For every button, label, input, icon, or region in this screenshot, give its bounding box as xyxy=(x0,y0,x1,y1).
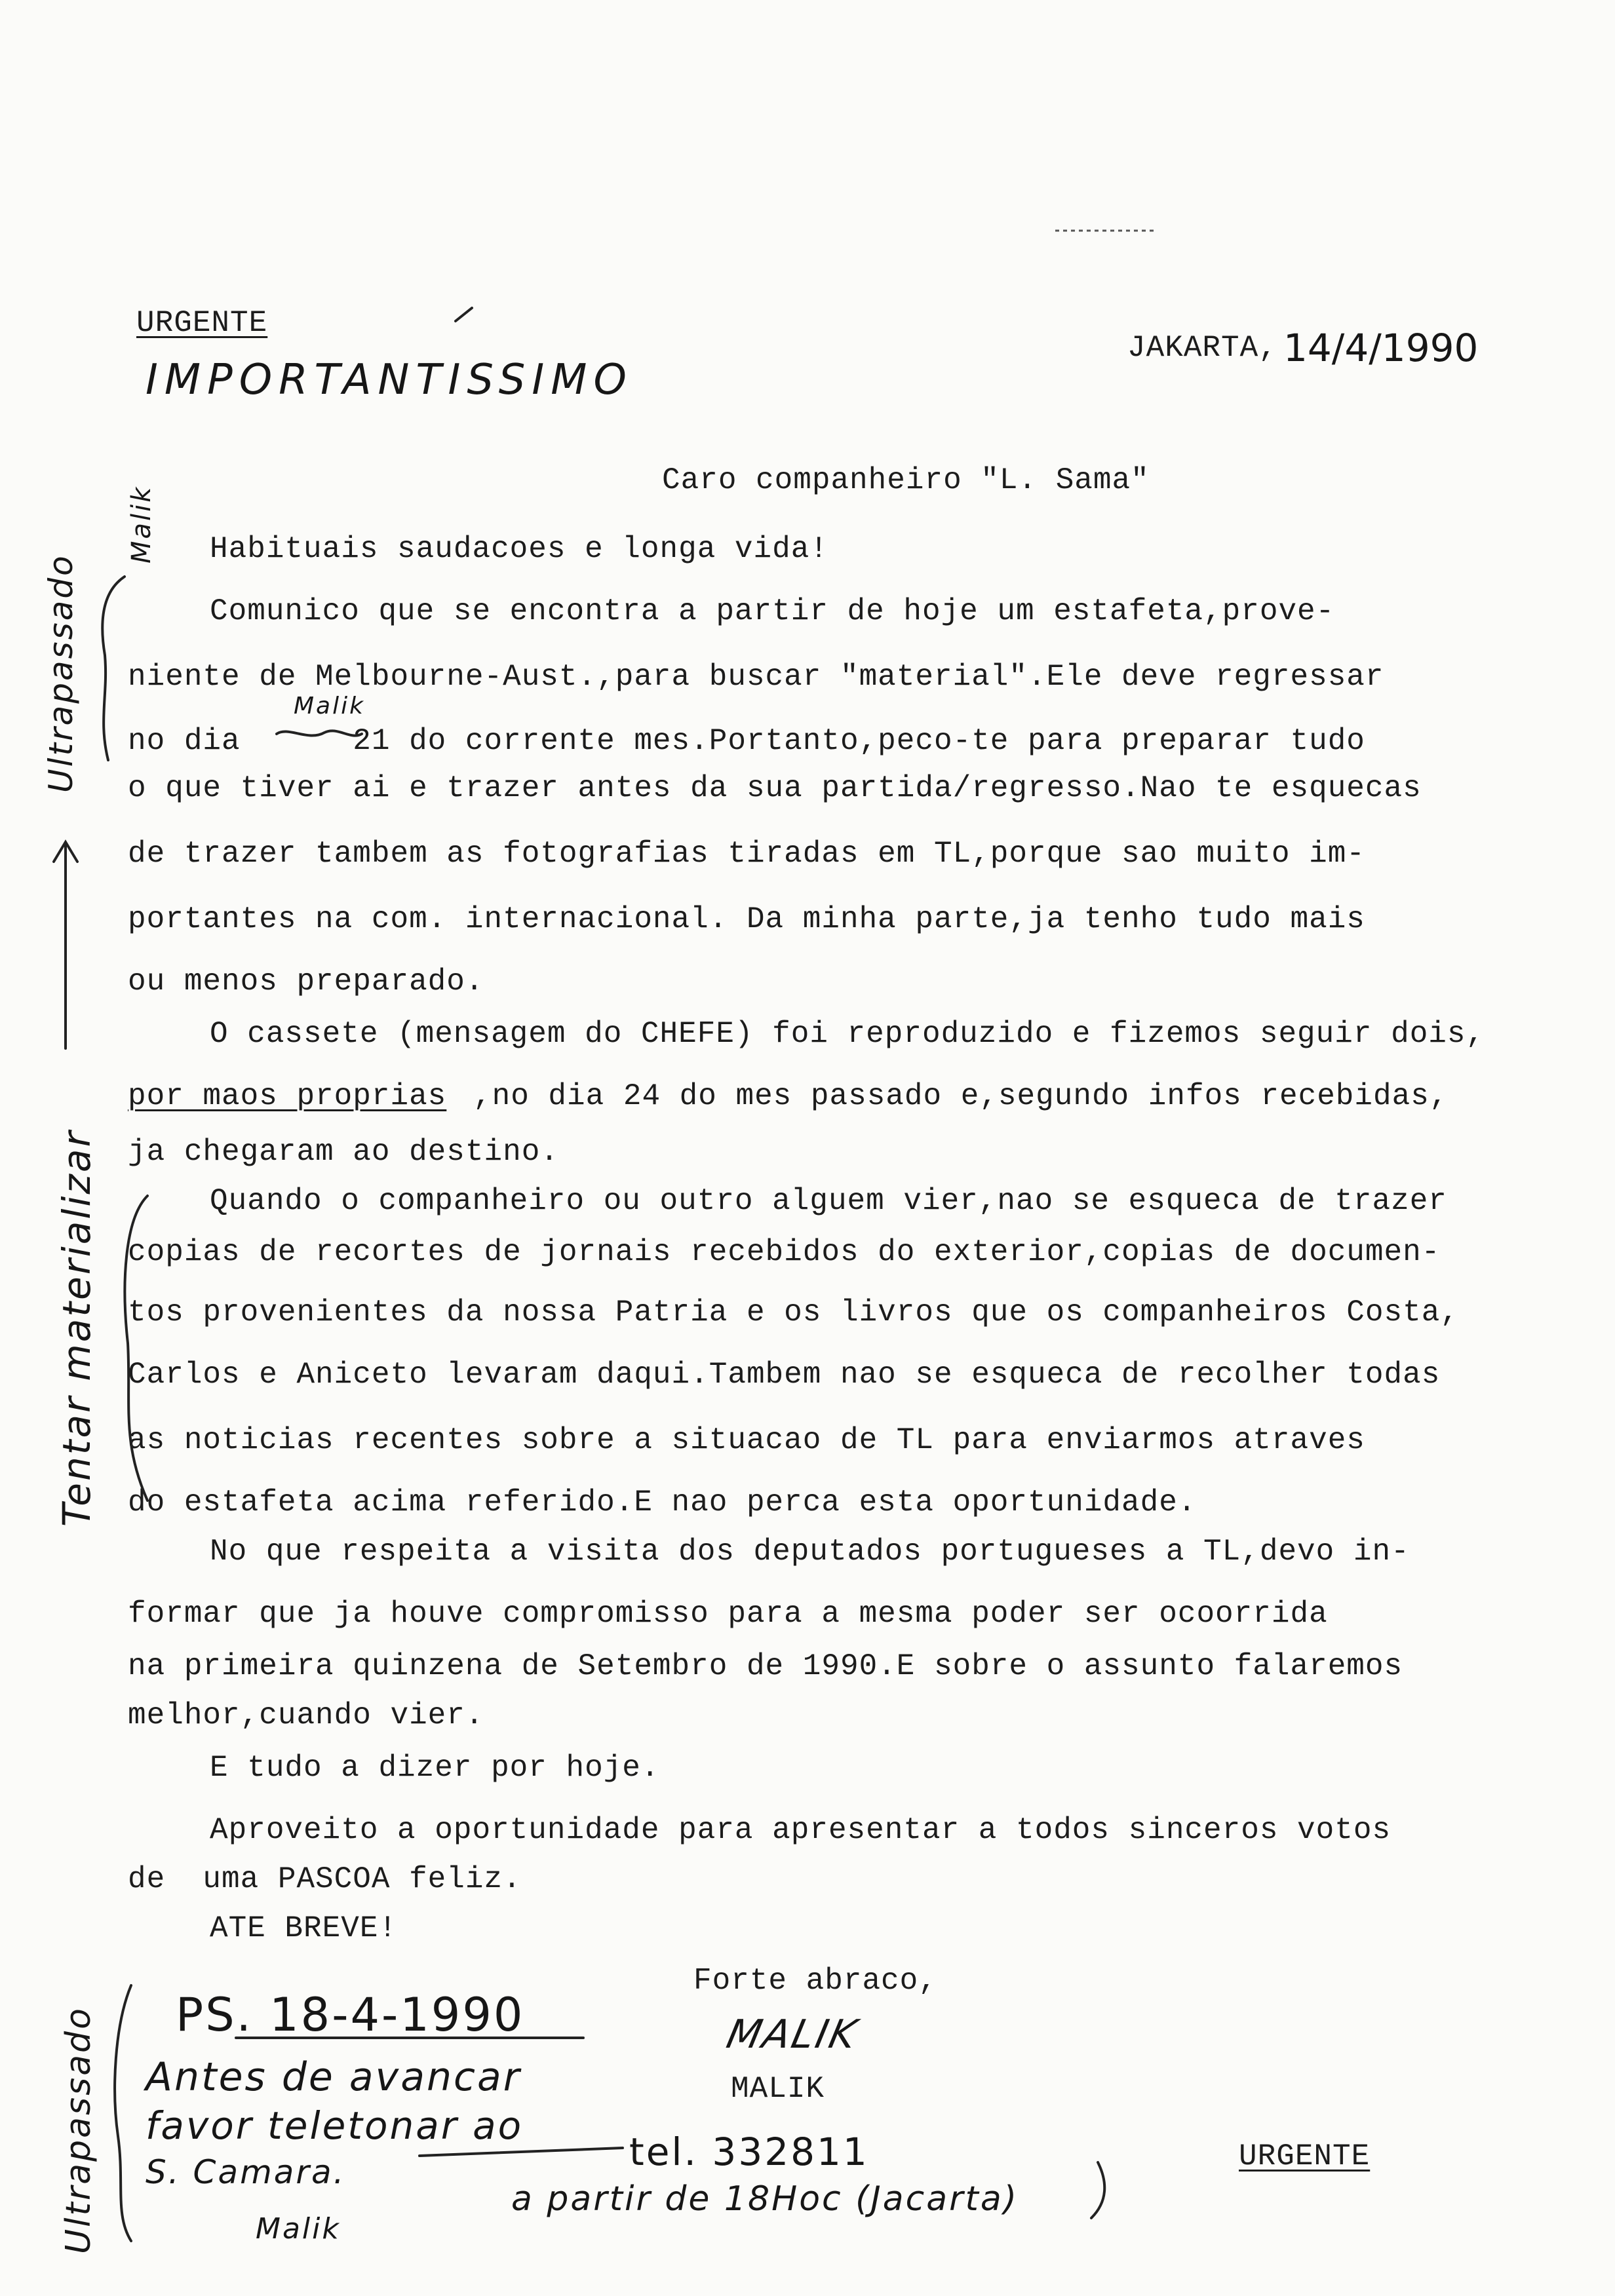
body-line: portantes na com. internacional. Da minha parte,ja tenho tudo mais xyxy=(128,902,1365,936)
margin-note-bottom: Ultrapassado xyxy=(59,2006,98,2254)
body-line: no dia 21 do corrente mes.Portanto,peco-te para preparar tudo xyxy=(128,724,1365,758)
urgent-label-top: URGENTE xyxy=(136,306,268,340)
postscript-line: S. Camara. xyxy=(146,2153,346,2191)
body-line: Carlos e Aniceto levaram daqui.Tambem nao se esqueca de recolher todas xyxy=(128,1358,1441,1392)
body-line: Quando o companheiro ou outro alguem vier,nao se esqueca de trazer xyxy=(210,1184,1447,1218)
body-line: na primeira quinzena de Setembro de 1990.E sobre o assunto falaremos xyxy=(128,1649,1403,1683)
body-line: melhor,cuando vier. xyxy=(128,1698,484,1732)
bracket-middle xyxy=(125,1196,147,1501)
postscript-label: PS. 18-4-1990 xyxy=(176,1988,525,2042)
importance-handwritten: IMPORTANTISSIMO xyxy=(146,356,633,404)
place-label: JAKARTA, xyxy=(1127,331,1277,365)
body-line: do estafeta acima referido.E nao perca esta oportunidade. xyxy=(128,1485,1197,1520)
inserted-name: Malik xyxy=(294,693,365,719)
postscript-phone: tel. 332811 xyxy=(629,2130,869,2174)
body-line: copias de recortes de jornais recebidos do exterior,copias de documen- xyxy=(128,1235,1441,1269)
body-line: tos provenientes da nossa Patria e os livros que os companheiros Costa, xyxy=(128,1295,1459,1330)
body-line: as noticias recentes sobre a situacao de TL para enviarmos atraves xyxy=(128,1423,1365,1457)
crossed-out-word xyxy=(277,731,362,735)
body-line: de trazer tambem as fotografias tiradas em TL,porque sao muito im- xyxy=(128,837,1365,871)
postscript-initials: Malik xyxy=(256,2212,341,2246)
arrow-line xyxy=(54,842,77,1048)
bracket-top xyxy=(102,577,125,760)
postscript-line: Antes de avancar xyxy=(146,2054,522,2100)
closing-salutation: Forte abraco, xyxy=(693,1964,937,1998)
margin-note-middle: Tentar materializar xyxy=(54,1129,99,1527)
header-accent-mark xyxy=(456,308,472,321)
postscript-line: favor teletonar ao xyxy=(146,2103,524,2148)
date-handwritten: 14/4/1990 xyxy=(1283,326,1479,370)
body-line: E tudo a dizer por hoje. xyxy=(210,1751,660,1785)
greeting: Caro companheiro "L. Sama" xyxy=(662,463,1150,497)
body-line: niente de Melbourne-Aust.,para buscar "material".Ele deve regressar xyxy=(128,660,1384,694)
body-line: Habituais saudacoes e longa vida! xyxy=(210,532,828,566)
body-line: Aproveito a oportunidade para apresentar a todos sinceros votos xyxy=(210,1813,1391,1847)
body-line: ATE BREVE! xyxy=(210,1911,398,1945)
margin-note-top: Ultrapassado xyxy=(42,554,80,793)
body-line: Comunico que se encontra a partir de hoje um estafeta,prove- xyxy=(210,594,1335,628)
margin-note-top-small: Malik xyxy=(126,485,157,564)
body-line: ja chegaram ao destino. xyxy=(128,1135,559,1169)
body-line: ou menos preparado. xyxy=(128,965,484,999)
bracket-postscript xyxy=(115,1985,131,2241)
signature: MALIK xyxy=(722,2012,863,2057)
urgent-label-bottom: URGENTE xyxy=(1239,2139,1371,2173)
postscript-phone-note: a partir de 18Hoc (Jacarta) xyxy=(511,2179,1019,2219)
body-line: formar que ja houve compromisso para a mesma poder ser ocoorrida xyxy=(128,1597,1328,1631)
signature-typed-name: MALIK xyxy=(731,2072,825,2106)
body-line: ,no dia 24 do mes passado e,segundo infos recebidas, xyxy=(473,1079,1449,1113)
bracket-phone-close xyxy=(1091,2162,1104,2218)
underlined-phrase: por maos proprias xyxy=(128,1079,447,1113)
body-line: o que tiver ai e trazer antes da sua partida/regresso.Nao te esquecas xyxy=(128,771,1422,805)
body-line: de uma PASCOA feliz. xyxy=(128,1862,522,1896)
phone-connector xyxy=(419,2148,623,2156)
body-line: No que respeita a visita dos deputados portugueses a TL,devo in- xyxy=(210,1535,1410,1569)
body-line: O cassete (mensagem do CHEFE) foi reproduzido e fizemos seguir dois, xyxy=(210,1017,1485,1051)
